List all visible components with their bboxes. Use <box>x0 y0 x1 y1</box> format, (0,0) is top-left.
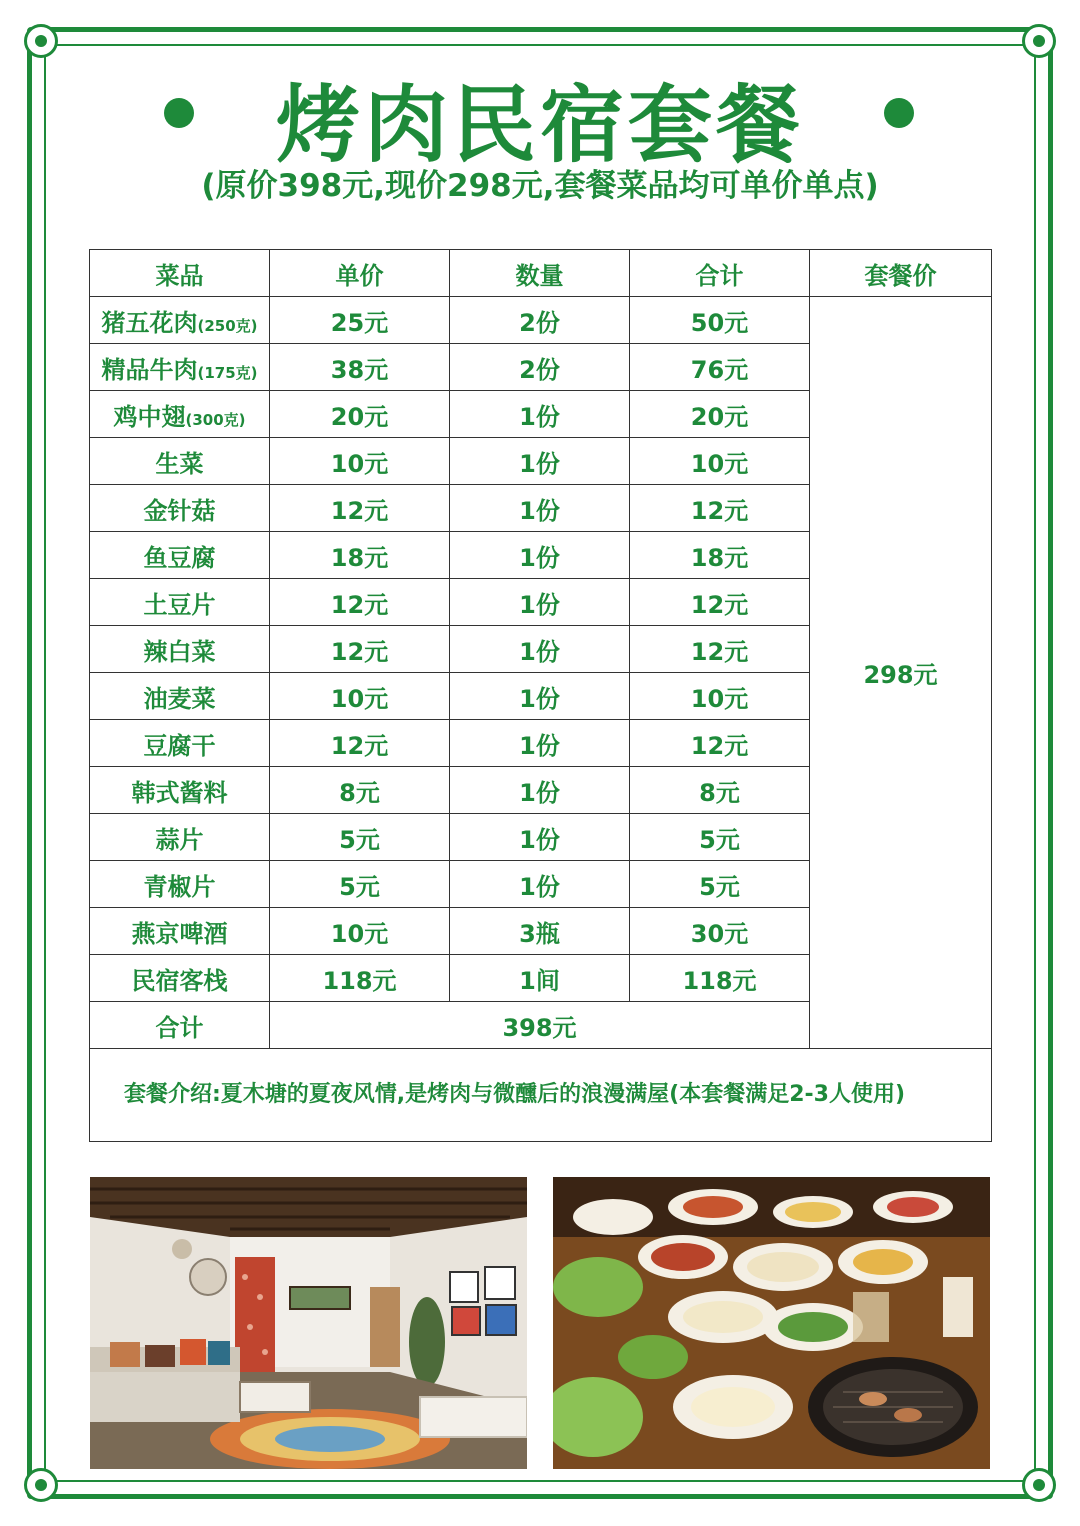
item-qty: 1份 <box>450 485 630 532</box>
item-qty: 3瓶 <box>450 908 630 955</box>
item-total: 8元 <box>630 767 810 814</box>
item-qty: 1份 <box>450 861 630 908</box>
corner-dot-tr <box>1033 35 1045 47</box>
item-price: 20元 <box>270 391 450 438</box>
item-total: 76元 <box>630 344 810 391</box>
header-item: 菜品 <box>90 250 270 297</box>
item-price: 5元 <box>270 861 450 908</box>
item-price: 38元 <box>270 344 450 391</box>
minsu-living-room-photo <box>90 1177 527 1469</box>
corner-dot-bl <box>35 1479 47 1491</box>
item-qty: 1份 <box>450 673 630 720</box>
item-qty: 1份 <box>450 814 630 861</box>
item-total: 12元 <box>630 626 810 673</box>
item-total: 50元 <box>630 297 810 344</box>
item-price: 10元 <box>270 908 450 955</box>
item-total: 30元 <box>630 908 810 955</box>
item-name: 生菜 <box>90 438 270 485</box>
item-total: 12元 <box>630 579 810 626</box>
sum-label: 合计 <box>90 1002 270 1049</box>
item-qty: 1份 <box>450 626 630 673</box>
item-qty: 1份 <box>450 391 630 438</box>
item-name: 猪五花肉(250克) <box>90 297 270 344</box>
item-price: 10元 <box>270 438 450 485</box>
item-price: 18元 <box>270 532 450 579</box>
item-name: 青椒片 <box>90 861 270 908</box>
item-qty: 1份 <box>450 767 630 814</box>
item-total: 5元 <box>630 814 810 861</box>
item-price: 12元 <box>270 485 450 532</box>
item-price: 12元 <box>270 720 450 767</box>
item-price: 12元 <box>270 626 450 673</box>
item-name: 金针菇 <box>90 485 270 532</box>
item-total: 18元 <box>630 532 810 579</box>
item-total: 12元 <box>630 720 810 767</box>
item-name: 精品牛肉(175克) <box>90 344 270 391</box>
item-price: 8元 <box>270 767 450 814</box>
item-name: 蒜片 <box>90 814 270 861</box>
intro-row <box>90 1049 992 1142</box>
item-name: 韩式酱料 <box>90 767 270 814</box>
item-price: 10元 <box>270 673 450 720</box>
item-name: 燕京啤酒 <box>90 908 270 955</box>
item-name: 油麦菜 <box>90 673 270 720</box>
table-header-row <box>90 250 992 297</box>
item-price: 118元 <box>270 955 450 1002</box>
item-name: 鱼豆腐 <box>90 532 270 579</box>
table-row <box>90 297 992 344</box>
header-price: 单价 <box>270 250 450 297</box>
item-price: 25元 <box>270 297 450 344</box>
item-qty: 1间 <box>450 955 630 1002</box>
item-name: 豆腐干 <box>90 720 270 767</box>
package-intro: 套餐介绍:夏木塘的夏夜风情,是烤肉与微醺后的浪漫满屋(本套餐满足2-3人使用) <box>90 1049 992 1142</box>
sum-value: 398元 <box>270 1002 810 1049</box>
page-subtitle: (原价398元,现价298元,套餐菜品均可单价单点) <box>201 168 879 204</box>
item-qty: 2份 <box>450 297 630 344</box>
item-qty: 1份 <box>450 720 630 767</box>
item-name: 鸡中翅(300克) <box>90 391 270 438</box>
item-total: 10元 <box>630 438 810 485</box>
item-qty: 1份 <box>450 532 630 579</box>
menu-table <box>89 249 992 1142</box>
header-qty: 数量 <box>450 250 630 297</box>
item-name: 土豆片 <box>90 579 270 626</box>
package-price: 298元 <box>810 297 992 1049</box>
item-total: 10元 <box>630 673 810 720</box>
corner-dot-tl <box>35 35 47 47</box>
item-qty: 1份 <box>450 579 630 626</box>
corner-dot-br <box>1033 1479 1045 1491</box>
header-total: 合计 <box>630 250 810 297</box>
item-price: 12元 <box>270 579 450 626</box>
item-price: 5元 <box>270 814 450 861</box>
item-total: 20元 <box>630 391 810 438</box>
item-total: 118元 <box>630 955 810 1002</box>
header-package-price: 套餐价 <box>810 250 992 297</box>
bbq-table-photo <box>553 1177 990 1469</box>
item-name: 辣白菜 <box>90 626 270 673</box>
item-total: 12元 <box>630 485 810 532</box>
item-qty: 1份 <box>450 438 630 485</box>
item-name: 民宿客栈 <box>90 955 270 1002</box>
page-title: 烤肉民宿套餐 <box>275 76 804 174</box>
item-total: 5元 <box>630 861 810 908</box>
item-qty: 2份 <box>450 344 630 391</box>
